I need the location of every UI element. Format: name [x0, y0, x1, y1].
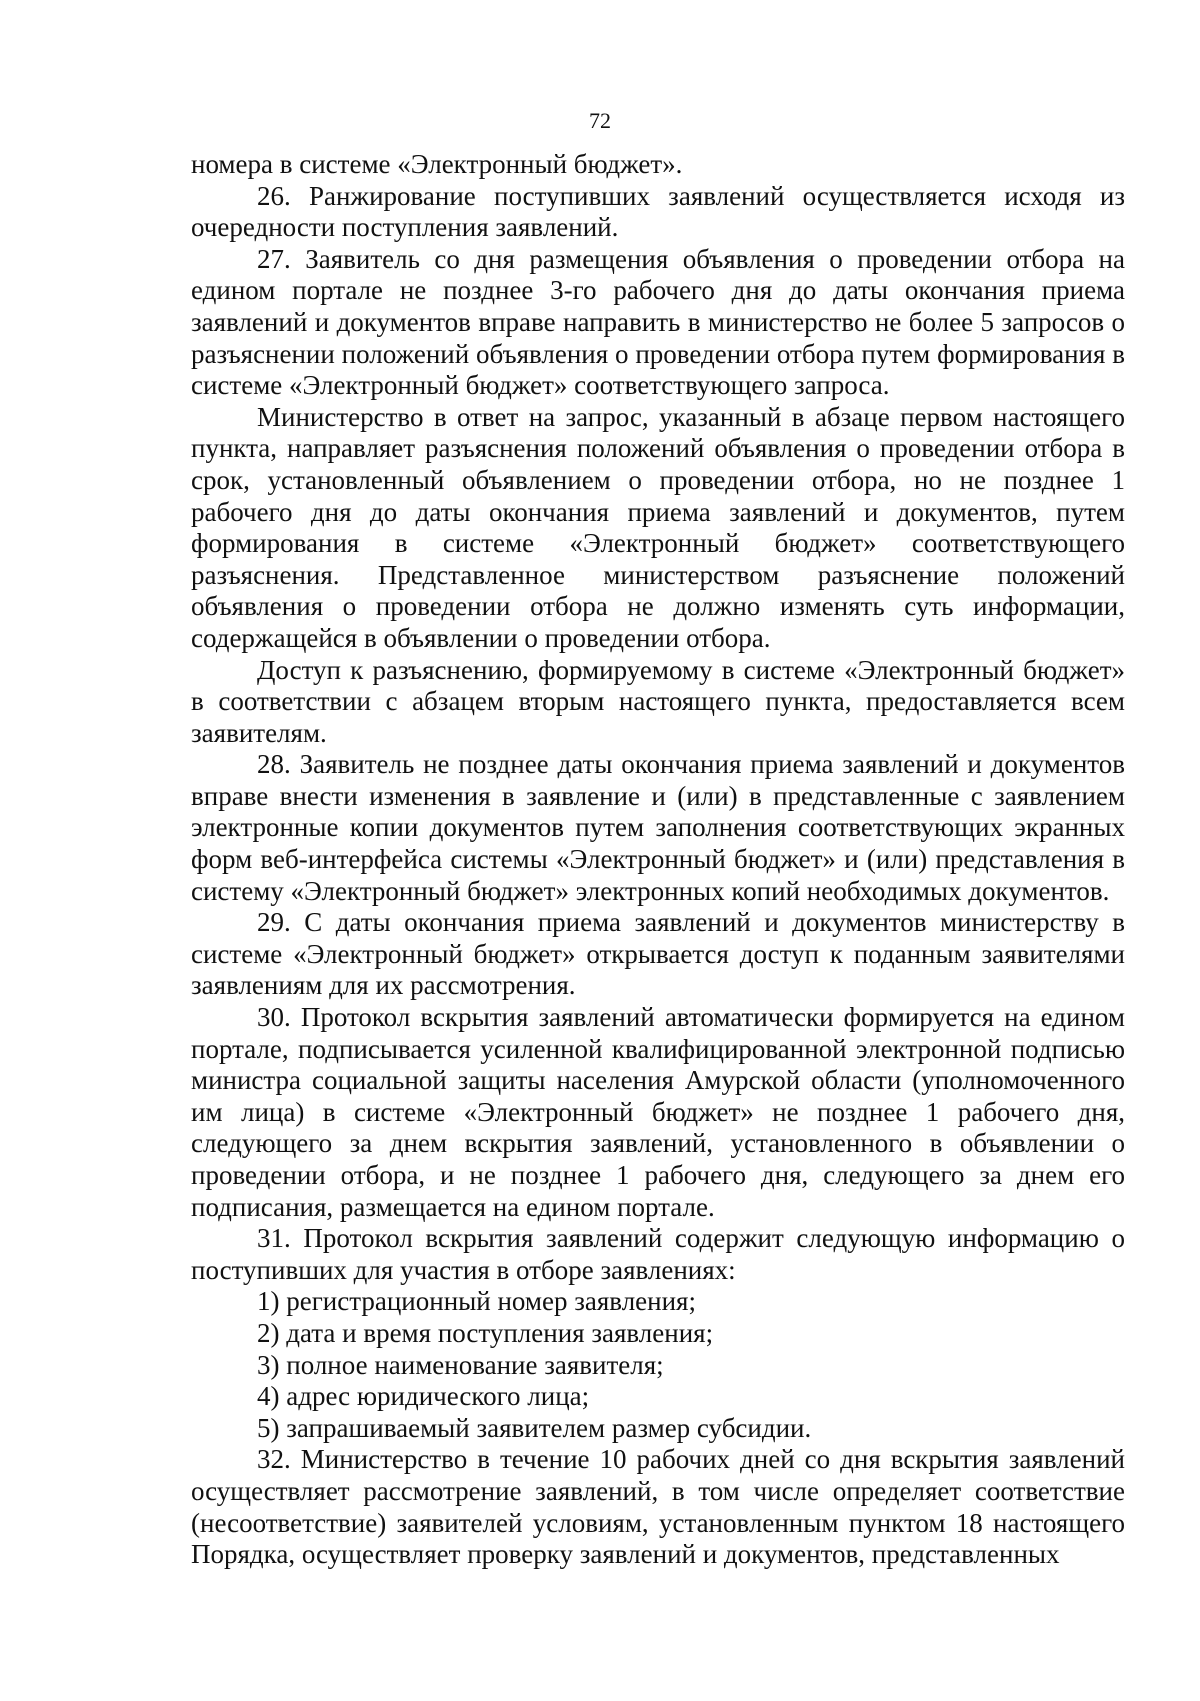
paragraph-32: 32. Министерство в течение 10 рабочих дней со дня вскрытия заявлений осуществляет рассмотрение заявлений, в том числе определяет соответствие (несоответствие) заявителей условиям, установленным пунктом 18 настоящего Порядка, осуществляет проверку заявлений и документов, представленных: [191, 1444, 1125, 1570]
list-item-3: 3) полное наименование заявителя;: [257, 1349, 664, 1380]
list-item-4: 4) адрес юридического лица;: [257, 1381, 590, 1412]
document-body: [191, 149, 1125, 1571]
list-item-2: 2) дата и время поступления заявления;: [257, 1317, 714, 1348]
paragraph-27-second: Министерство в ответ на запрос, указанный в абзаце первом настоящего пункта, направляет разъяснения положений объявления о проведении отбора в срок, установленный объявлением о проведении отбора, но не позднее 1 рабочего дня до даты окончания приема заявлений и документов, путем формирования в системе «Электронный бюджет» соответствующего разъяснения. Представленное министерством разъяснение положений объявления о проведении отбора не должно изменять суть информации, содержащейся в объявлении о проведении отбора.: [191, 401, 1125, 653]
list-item-5: 5) запрашиваемый заявителем размер субсидии.: [257, 1412, 812, 1443]
paragraph-28: 28. Заявитель не позднее даты окончания приема заявлений и документов вправе внести изменения в заявление и (или) в представленные с заявлением электронные копии документов путем заполнения соответствующих экранных форм веб-интерфейса системы «Электронный бюджет» и (или) представления в систему «Электронный бюджет» электронных копий необходимых документов.: [191, 749, 1125, 906]
paragraph-continuation: номера в системе «Электронный бюджет».: [191, 149, 683, 179]
paragraph-31: 31. Протокол вскрытия заявлений содержит следующую информацию о поступивших для участия в отборе заявлениях:: [191, 1223, 1125, 1285]
paragraph-27: 27. Заявитель со дня размещения объявления о проведении отбора на едином портале не позднее 3-го рабочего дня до даты окончания приема заявлений и документов вправе направить в министерство не более 5 запросов о разъяснении положений объявления о проведении отбора путем формирования в системе «Электронный бюджет» соответствующего запроса.: [191, 243, 1125, 401]
page-number: 72: [589, 108, 611, 133]
paragraph-26: 26. Ранжирование поступивших заявлений осуществляется исходя из очередности поступления заявлений.: [191, 180, 1125, 243]
paragraph-27-third: Доступ к разъяснению, формируемому в системе «Электронный бюджет» в соответствии с абзацем вторым настоящего пункта, предоставляется всем заявителям.: [191, 654, 1125, 748]
paragraph-30: 30. Протокол вскрытия заявлений автоматически формируется на едином портале, подписывается усиленной квалифицированной электронной подписью министра социальной защиты населения Амурской области (уполномоченного им лица) в системе «Электронный бюджет» не позднее 1 рабочего дня, следующего за днем вскрытия заявлений, установленного в объявлении о проведении отбора, и не позднее 1 рабочего дня, следующего за днем его подписания, размещается на едином портале.: [191, 1002, 1125, 1222]
list-item-1: 1) регистрационный номер заявления;: [257, 1286, 696, 1317]
paragraph-29: 29. С даты окончания приема заявлений и документов министерству в системе «Электронный бюджет» открывается доступ к поданным заявителями заявлениям для их рассмотрения.: [191, 907, 1125, 1001]
